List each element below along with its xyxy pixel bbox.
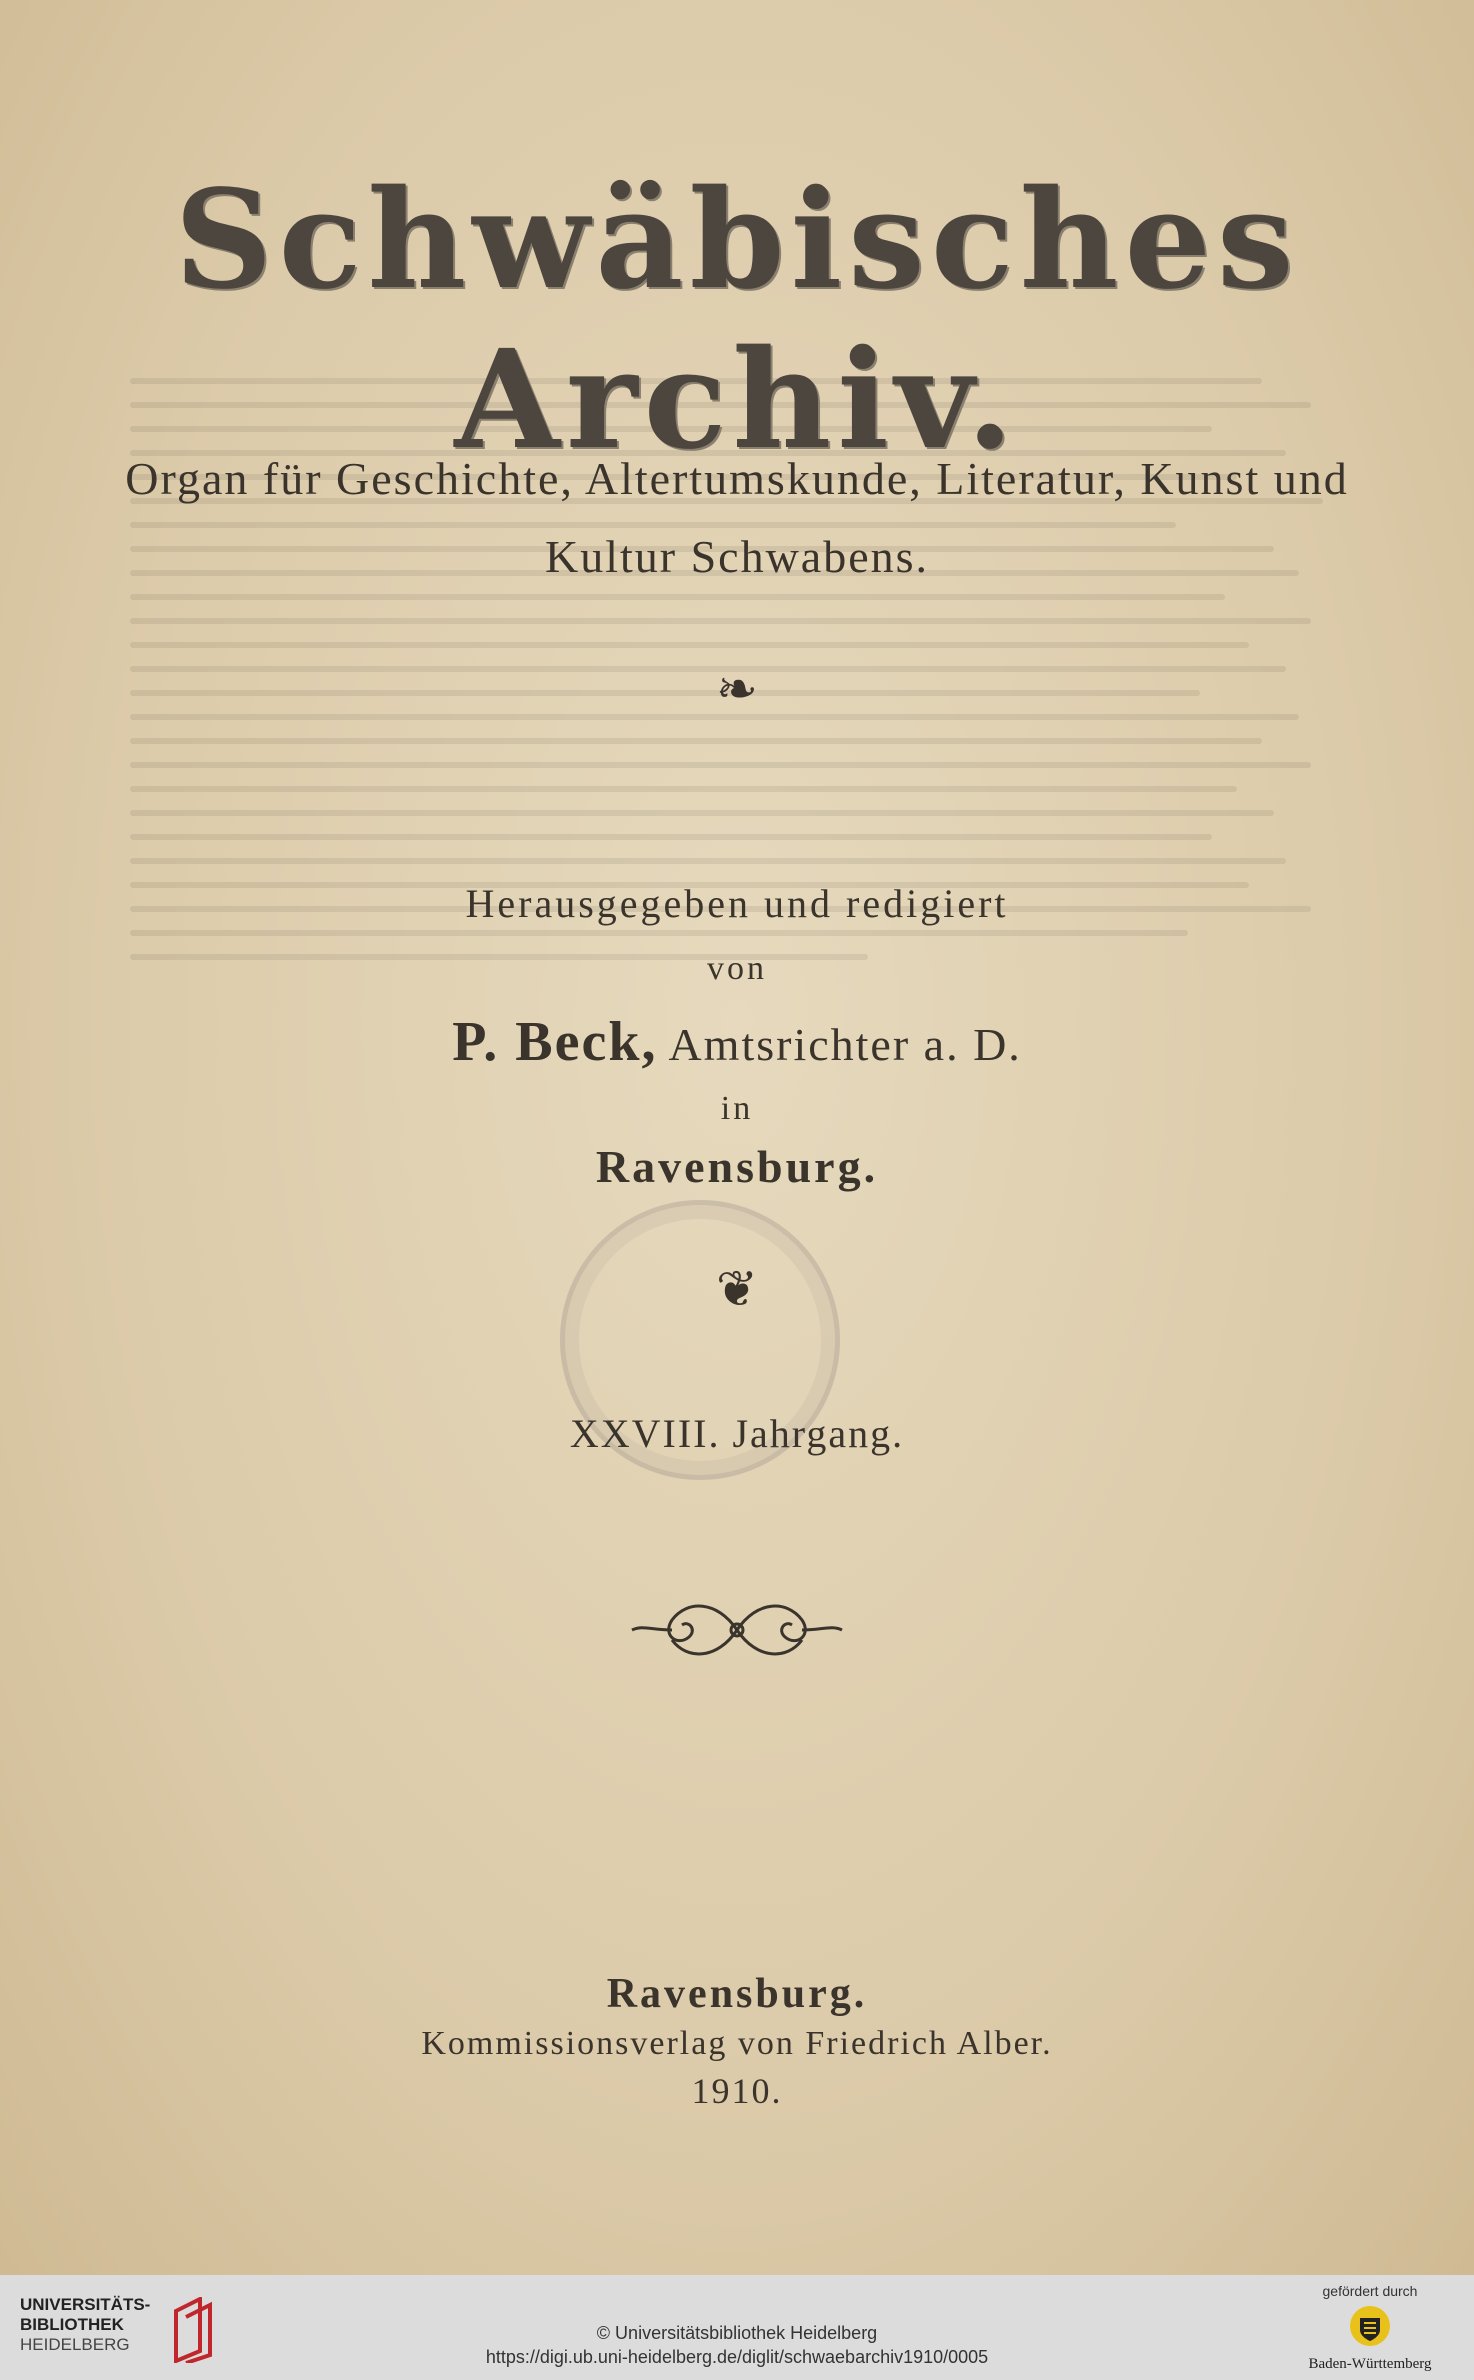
book-title: Schwäbisches Archiv. — [174, 160, 1300, 480]
logo-line-1: UNIVERSITÄTS- — [20, 2295, 151, 2314]
sponsor-logo[interactable] — [1290, 2283, 1450, 2373]
imprint-place: Ravensburg. — [606, 1971, 868, 2017]
von-line: von — [707, 950, 767, 987]
state-crest-icon — [1347, 2303, 1393, 2349]
logo-line-2: BIBLIOTHEK — [20, 2315, 124, 2334]
sponsor-caption: gefördert durch — [1322, 2283, 1418, 2299]
fleuron-ornament-icon: ❦ — [716, 1260, 758, 1318]
sponsor-name: Baden-Württemberg — [1308, 2356, 1432, 2372]
edited-by-line: Herausgegeben und redigiert — [465, 881, 1009, 926]
scroll-ornament-icon — [0, 1585, 1474, 1679]
volume-line: XXVIII. Jahrgang. — [569, 1411, 905, 1456]
imprint-publisher: Kommissionsverlag von Friedrich Alber. — [421, 2025, 1053, 2062]
viewer-footer — [0, 2275, 1474, 2380]
book-subtitle: Organ für Geschichte, Altertumskunde, Literatur, Kunst und Kultur Schwabens. — [125, 453, 1349, 582]
in-line: in — [720, 1090, 754, 1127]
editor-role: Amtsrichter a. D. — [668, 1019, 1022, 1070]
imprint-year: 1910. — [691, 2071, 783, 2111]
logo-line-3: HEIDELBERG — [20, 2335, 130, 2354]
leaf-ornament-icon: ❧ — [716, 660, 758, 718]
editor-line — [0, 1010, 1474, 1074]
editor-name: P. Beck, — [452, 1011, 658, 1073]
permalink-url[interactable]: https://digi.ub.uni-heidelberg.de/diglit/schwaebarchiv1910/0005 — [485, 2347, 989, 2367]
copyright-text: © Universitätsbibliothek Heidelberg — [596, 2323, 878, 2343]
editor-place: Ravensburg. — [595, 1141, 879, 1192]
